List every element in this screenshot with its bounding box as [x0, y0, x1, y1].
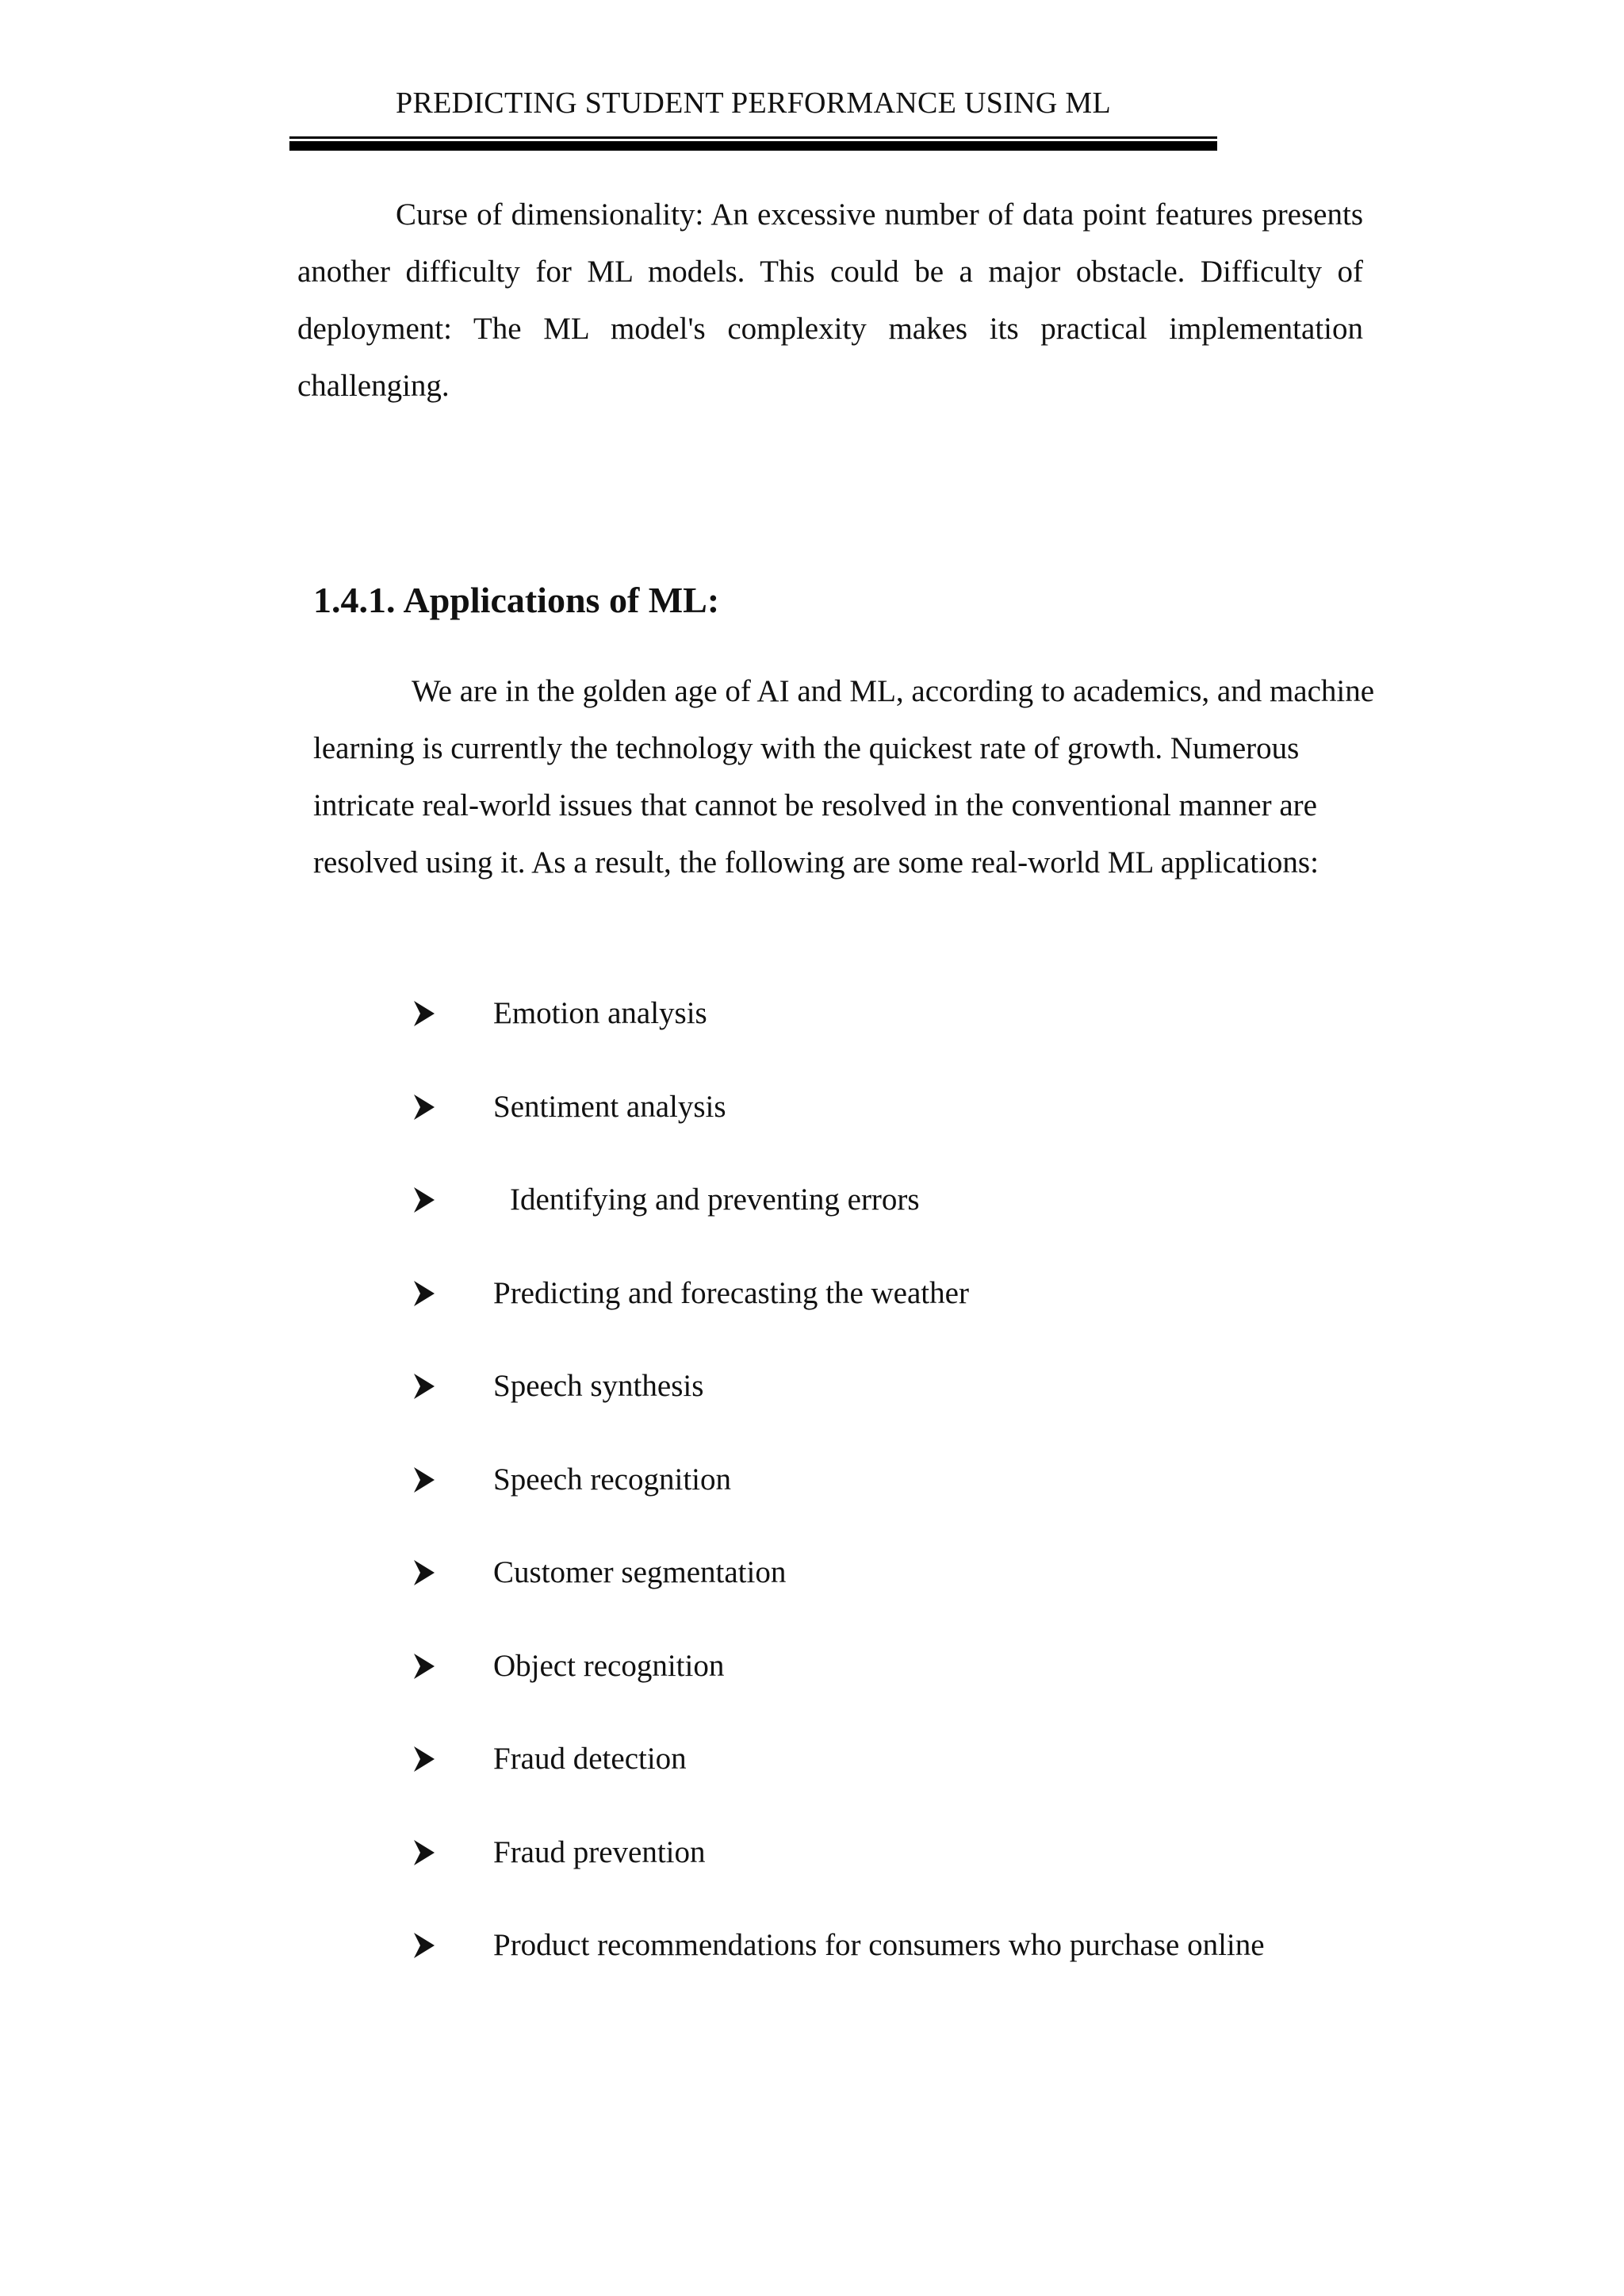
running-header: PREDICTING STUDENT PERFORMANCE USING ML — [396, 86, 1111, 120]
section-paragraph — [313, 663, 1376, 891]
arrowhead-bullet-icon — [412, 1652, 436, 1681]
list-item — [0, 1363, 1624, 1410]
list-item-label: Product recommendations for consumers who purchase online — [493, 1928, 1265, 1962]
list-item — [0, 1735, 1624, 1783]
arrowhead-bullet-icon — [412, 1186, 436, 1214]
arrowhead-bullet-icon — [412, 1558, 436, 1587]
list-item-label: Fraud detection — [493, 1742, 687, 1776]
list-item — [0, 990, 1624, 1037]
arrowhead-bullet-icon — [412, 999, 436, 1028]
list-item-label: Speech synthesis — [493, 1369, 704, 1403]
section-number: 1.4.1. — [313, 580, 396, 620]
intro-paragraph — [297, 186, 1363, 415]
list-item — [0, 1270, 1624, 1317]
section-heading — [313, 579, 719, 621]
list-item-label: Identifying and preventing errors — [510, 1182, 920, 1217]
section-paragraph-text: We are in the golden age of AI and ML, according to academics, and machine learning is currently the technology with the quickest rate of growth. Numerous intricate real-world issues that cannot be resolved in the conventional manner are resolved using it. As a result, the following are some real-world ML applications: — [313, 674, 1375, 880]
arrowhead-bullet-icon — [412, 1745, 436, 1773]
arrowhead-bullet-icon — [412, 1279, 436, 1308]
list-item — [0, 1829, 1624, 1876]
list-item — [0, 1456, 1624, 1504]
intro-paragraph-text: Curse of dimensionality: An excessive number of data point features presents another difficulty for ML models. This could be a major obstacle. Difficulty of deployment: The ML model's complexity makes its practical implementation challenging. — [297, 197, 1363, 403]
arrowhead-bullet-icon — [412, 1931, 436, 1960]
list-item — [0, 1083, 1624, 1131]
arrowhead-bullet-icon — [412, 1466, 436, 1494]
section-title: Applications of ML: — [403, 580, 720, 620]
list-item — [0, 1642, 1624, 1690]
list-item-label: Fraud prevention — [493, 1834, 706, 1869]
arrowhead-bullet-icon — [412, 1838, 436, 1867]
header-rule-thick — [289, 141, 1217, 151]
list-item-label: Emotion analysis — [493, 996, 707, 1030]
list-item-label: Sentiment analysis — [493, 1089, 726, 1124]
list-item — [0, 1549, 1624, 1596]
arrowhead-bullet-icon — [412, 1372, 436, 1401]
arrowhead-bullet-icon — [412, 1093, 436, 1121]
list-item-label: Object recognition — [493, 1648, 725, 1683]
list-item-label: Speech recognition — [493, 1462, 731, 1497]
list-item-label: Customer segmentation — [493, 1555, 787, 1589]
list-item — [0, 1922, 1624, 1969]
list-item-label: Predicting and forecasting the weather — [493, 1275, 969, 1310]
header-rule-thin — [289, 136, 1217, 139]
list-item — [0, 1176, 1624, 1224]
